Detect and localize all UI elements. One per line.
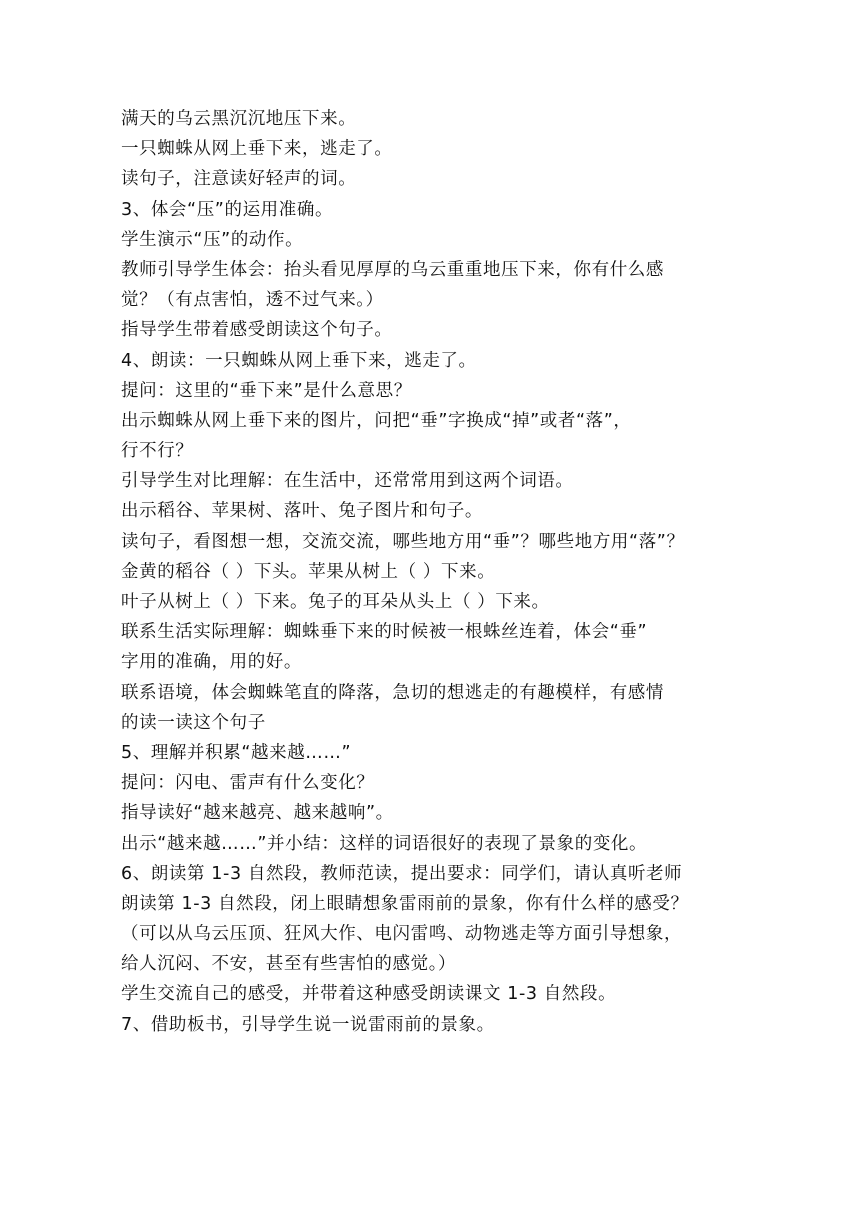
- section-heading-6: 6、朗读第 1-3 自然段，教师范读，提出要求：同学们，请认真听老师: [121, 863, 683, 884]
- section-heading-5: 5、理解并积累“越来越……”: [121, 742, 352, 763]
- fill-in-line: 叶子从树上（ ）下来。兔子的耳朵从头上（ ）下来。: [121, 592, 550, 612]
- text-line: 指导学生带着感受朗读这个句子。: [121, 320, 393, 341]
- text-line: 学生演示“压”的动作。: [121, 229, 304, 250]
- text-line: 读句子，看图想一想，交流交流，哪些地方用“垂”？哪些地方用“落”？: [121, 531, 685, 552]
- section-heading-3: 3、体会“压”的运用准确。: [121, 199, 334, 220]
- text-line: 指导读好“越来越亮、越来越响”。: [121, 803, 394, 824]
- text-line: 字用的准确，用的好。: [121, 652, 302, 673]
- section-heading-4: 4、朗读：一只蜘蛛从网上垂下来，逃走了。: [121, 350, 477, 371]
- document-body: [121, 104, 741, 1040]
- text-line: 联系语境，体会蜘蛛笔直的降落，急切的想逃走的有趣模样，有感情: [121, 682, 664, 703]
- text-line: 的读一读这个句子: [121, 712, 266, 733]
- section-heading-7: 7、借助板书，引导学生说一说雷雨前的景象。: [121, 1014, 495, 1035]
- text-line: （可以从乌云压顶、狂风大作、电闪雷鸣、动物逃走等方面引导想象，: [121, 924, 683, 945]
- text-line: 出示蜘蛛从网上垂下来的图片，问把“垂”字换成“掉”或者“落”，: [121, 410, 632, 431]
- text-line: 给人沉闷、不安，甚至有些害怕的感觉。）: [121, 954, 457, 975]
- text-line: 朗读第 1-3 自然段，闭上眼睛想象雷雨前的景象，你有什么样的感受？: [121, 893, 689, 914]
- text-line: 联系生活实际理解：蜘蛛垂下来的时候被一根蛛丝连着，体会“垂”: [121, 622, 648, 643]
- text-line: 出示“越来越……”并小结：这样的词语很好的表现了景象的变化。: [121, 833, 648, 854]
- text-line: 提问：这里的“垂下来”是什么意思？: [121, 380, 412, 401]
- text-line: 一只蜘蛛从网上垂下来，逃走了。: [121, 139, 393, 160]
- text-line: 教师引导学生体会：抬头看见厚厚的乌云重重地压下来，你有什么感: [121, 259, 664, 280]
- text-line: 行不行？: [121, 441, 194, 462]
- text-line: 提问：闪电、雷声有什么变化？: [121, 773, 375, 794]
- text-line: 满天的乌云黑沉沉地压下来。: [121, 109, 357, 129]
- text-line: 学生交流自己的感受，并带着这种感受朗读课文 1-3 自然段。: [121, 984, 617, 1005]
- text-line: 引导学生对比理解：在生活中，还常常用到这两个词语。: [121, 471, 574, 492]
- text-line: 读句子，注意读好轻声的词。: [121, 169, 357, 190]
- fill-in-line: 金黄的稻谷（ ）下头。苹果从树上（ ）下来。: [121, 561, 496, 582]
- text-line: 出示稻谷、苹果树、落叶、兔子图片和句子。: [121, 501, 483, 522]
- text-line: 觉？（有点害怕，透不过气来。）: [121, 290, 384, 311]
